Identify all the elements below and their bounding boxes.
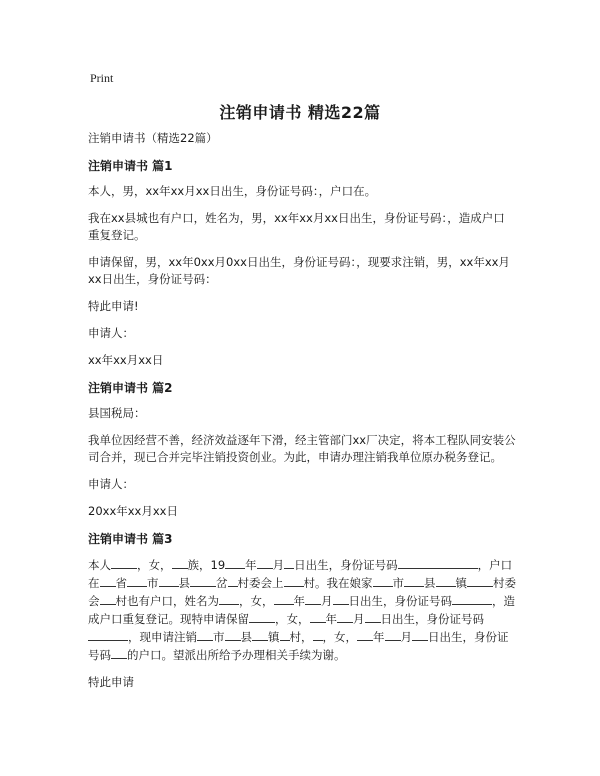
text: 村，	[289, 630, 313, 644]
blank-line	[467, 574, 493, 587]
blank-line	[305, 592, 321, 605]
print-label: Print	[90, 71, 114, 85]
blank-line	[280, 628, 290, 641]
blank-line	[452, 592, 492, 605]
text: 的户口。望派出所给予办理相关手续为谢。	[127, 648, 346, 662]
section-heading-1: 注销申请书 篇1	[88, 159, 173, 173]
text: ，户口在	[88, 558, 513, 590]
paragraph: 我单位因经营不善，经济效益逐年下滑，经主管部门xx厂决定，将本工程队同安装公司合并，现已合并完毕注销投资创业。为此，申请办理注销我单位原办税务登记。	[88, 433, 516, 464]
blank-line	[225, 556, 245, 569]
text: 月	[400, 630, 412, 644]
blank-line	[172, 556, 188, 569]
text: 日出生，身份证号码	[88, 630, 509, 662]
blank-line	[225, 628, 241, 641]
text: 月	[321, 594, 333, 608]
text: 县	[240, 630, 252, 644]
blank-line	[159, 574, 179, 587]
text: ，造成户口重复登记。现特申请保留	[88, 594, 515, 626]
blank-line	[365, 610, 381, 623]
text: 市	[213, 630, 225, 644]
blank-line	[412, 628, 428, 641]
text: 省	[115, 576, 127, 590]
text: ，女，	[137, 558, 172, 572]
date-line: xx年xx月xx日	[88, 353, 164, 367]
text: ，女，	[239, 594, 274, 608]
paragraph: 本人，男，xx年xx月xx日出生，身份证号码：，户口在。	[88, 184, 377, 198]
form-paragraph	[88, 556, 516, 664]
text: 年	[325, 612, 337, 626]
blank-line	[337, 610, 353, 623]
text: 日出生，身份证号码	[294, 558, 398, 572]
text: 族，19	[187, 558, 226, 572]
blank-line	[404, 574, 424, 587]
text: 年	[245, 558, 257, 572]
intro-line: 注销申请书（精选22篇）	[88, 131, 218, 145]
text: 村。我在娘家	[303, 576, 373, 590]
blank-line	[385, 628, 401, 641]
text: 岔	[216, 576, 228, 590]
blank-line	[274, 592, 294, 605]
blank-line	[197, 628, 213, 641]
text: 年	[293, 594, 305, 608]
text: 市	[392, 576, 404, 590]
text: 镇	[455, 576, 467, 590]
closing-line: 特此申请	[88, 675, 134, 689]
blank-line	[249, 610, 275, 623]
text: 日出生，身份证号码	[348, 594, 452, 608]
blank-line	[313, 628, 323, 641]
text: 村委会上	[237, 576, 284, 590]
text: 县	[178, 576, 190, 590]
text: 月	[353, 612, 365, 626]
blank-line	[257, 556, 273, 569]
applicant-line: 申请人：	[88, 477, 134, 491]
document-body	[88, 130, 516, 701]
document-title: 注销申请书 精选22篇	[219, 103, 381, 122]
text: 月	[272, 558, 285, 572]
blank-line	[100, 574, 116, 587]
section-heading-2: 注销申请书 篇2	[88, 381, 173, 395]
text: 市	[147, 576, 159, 590]
blank-line	[333, 592, 349, 605]
applicant-line: 申请人：	[88, 326, 134, 340]
blank-line	[111, 646, 127, 659]
blank-line	[357, 628, 373, 641]
blank-line	[284, 574, 304, 587]
text: ，现申请注销	[128, 630, 197, 644]
blank-line	[373, 574, 393, 587]
text: 本人	[88, 558, 111, 572]
blank-line	[310, 610, 326, 623]
text: 县	[424, 576, 436, 590]
section-heading-3: 注销申请书 篇3	[88, 532, 173, 546]
text: 镇	[268, 630, 280, 644]
blank-line	[127, 574, 147, 587]
text: 日出生，身份证号码	[380, 612, 484, 626]
blank-line	[111, 556, 137, 569]
blank-line	[219, 592, 239, 605]
blank-line	[228, 574, 238, 587]
paragraph: 申请保留，男，xx年0xx月0xx日出生，身份证号码：，现要求注销，男，xx年xx月xx日出生，身份证号码：	[88, 255, 510, 286]
text: ，女，	[322, 630, 357, 644]
blank-line	[284, 556, 294, 569]
blank-line	[190, 574, 216, 587]
blank-line	[100, 592, 116, 605]
blank-line	[252, 628, 268, 641]
text: 村委会	[88, 576, 516, 608]
paragraph: 特此申请!	[88, 299, 139, 313]
text: 年	[373, 630, 385, 644]
blank-line	[88, 628, 128, 641]
text: ，女，	[275, 612, 310, 626]
blank-line	[398, 556, 478, 569]
paragraph: 县国税局：	[88, 406, 146, 420]
date-line: 20xx年xx月xx日	[88, 504, 178, 518]
text: 村也有户口，姓名为	[115, 594, 219, 608]
paragraph: 我在xx县城也有户口，姓名为，男，xx年xx月xx日出生，身份证号码：，造成户口重复登记。	[88, 211, 505, 242]
blank-line	[436, 574, 456, 587]
